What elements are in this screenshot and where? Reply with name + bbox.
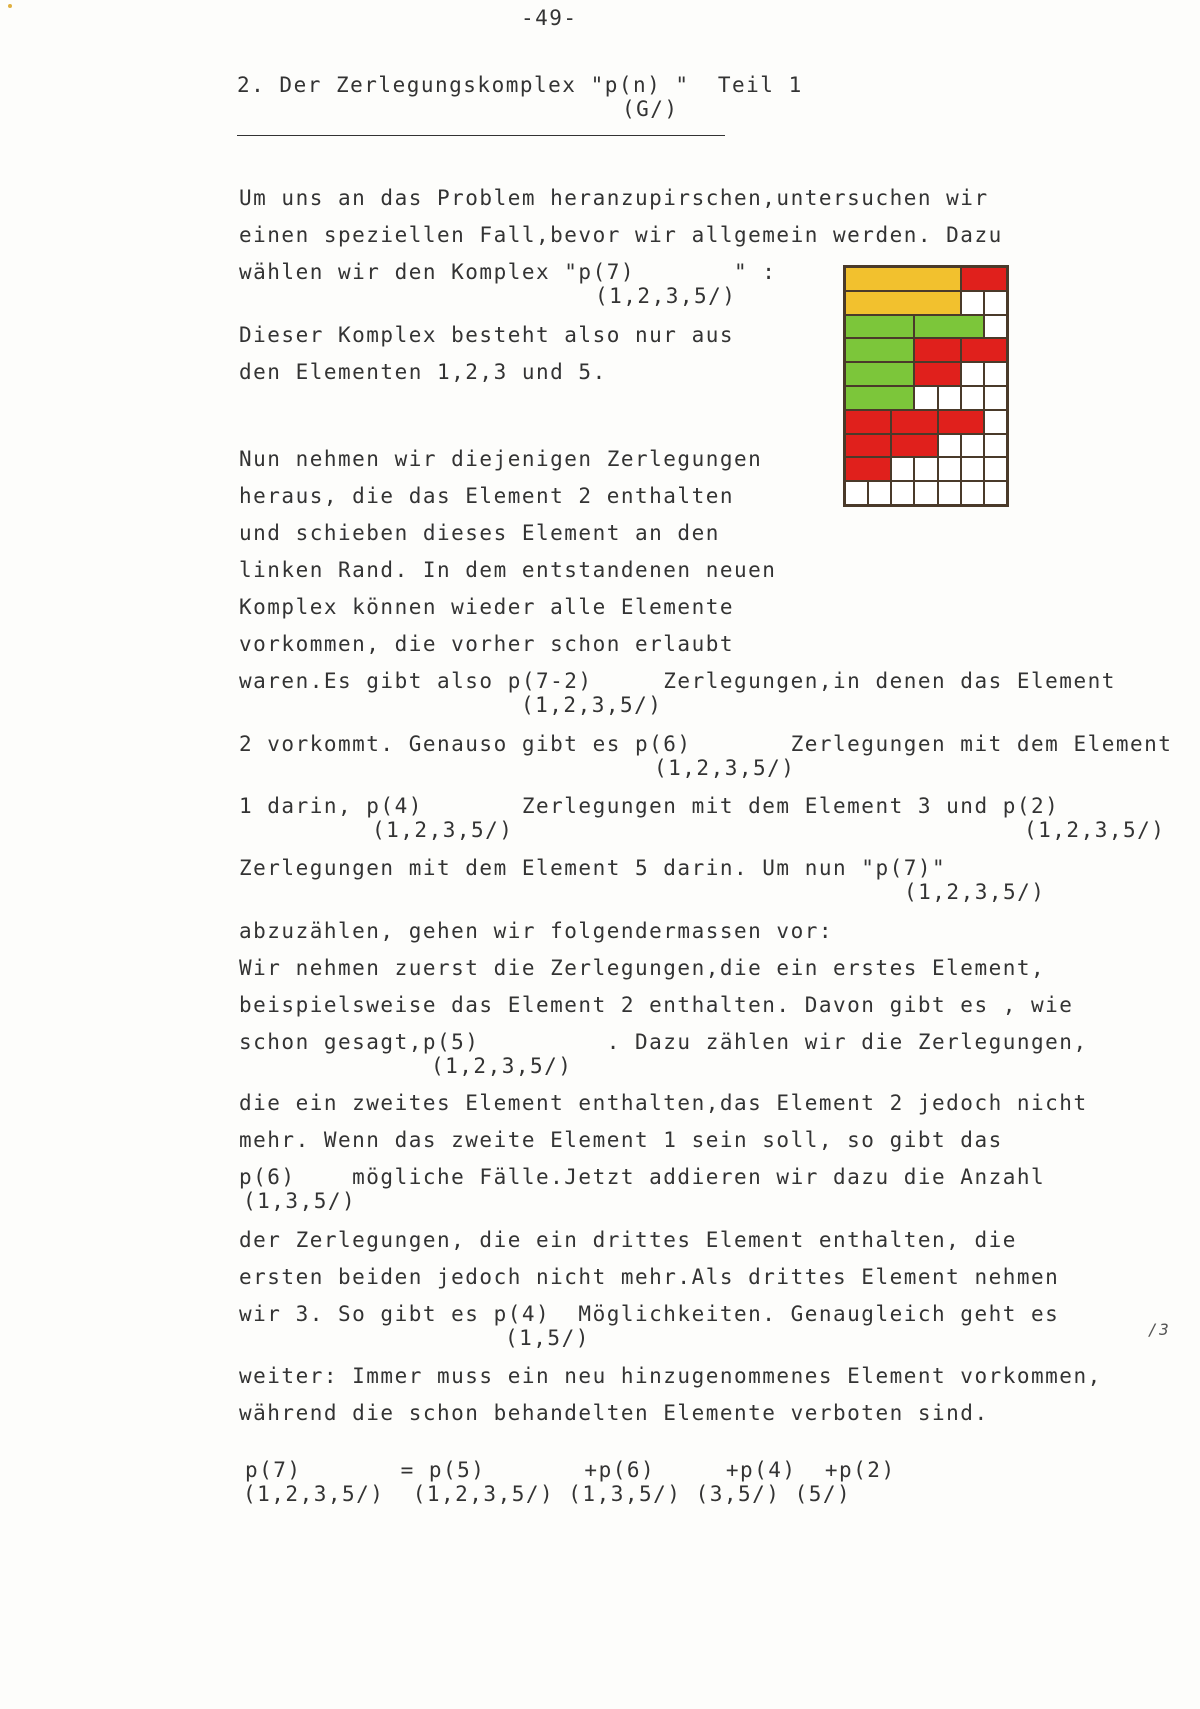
partition-block-white (914, 481, 937, 505)
text-line: den Elementen 1,2,3 und 5. (239, 360, 607, 384)
text-line: mehr. Wenn das zweite Element 1 sein soll, so gibt das (239, 1128, 1003, 1152)
text-line: Nun nehmen wir diejenigen Zerlegungen (239, 447, 763, 471)
partition-block-white (984, 410, 1007, 434)
partition-block-green (845, 362, 914, 386)
text-line: p(6) mögliche Fälle.Jetzt addieren wir dazu die Anzahl (239, 1165, 1046, 1189)
paper-speck (8, 4, 12, 8)
text-line: ersten beiden jedoch nicht mehr.Als drittes Element nehmen (239, 1265, 1060, 1289)
page-number: -49- (521, 6, 578, 30)
margin-note: /3 (1148, 1320, 1171, 1339)
partition-block-green (845, 315, 914, 339)
text-line: schon gesagt,p(5) . Dazu zählen wir die Zerlegungen, (239, 1030, 1088, 1054)
text-subscript: (1,2,3,5/) (1024, 818, 1166, 842)
partition-block-white (984, 362, 1007, 386)
text-line: waren.Es gibt also p(7-2) Zerlegungen,in denen das Element (239, 669, 1116, 693)
partition-block-red (845, 434, 891, 458)
partition-block-white (868, 481, 891, 505)
partition-block-red (845, 410, 891, 434)
partition-block-yellow (845, 291, 961, 315)
text-line: der Zerlegungen, die ein drittes Element enthalten, die (239, 1228, 1017, 1252)
text-subscript: (1,2,3,5/) (904, 880, 1046, 904)
text-line: vorkommen, die vorher schon erlaubt (239, 632, 735, 656)
text-line: 1 darin, p(4) Zerlegungen mit dem Element 3 und p(2) (239, 794, 1060, 818)
text-line: Dieser Komplex besteht also nur aus (239, 323, 735, 347)
partition-block-red (891, 434, 937, 458)
partition-block-green (845, 338, 914, 362)
text-line: linken Rand. In dem entstandenen neuen (239, 558, 777, 582)
partition-block-white (984, 291, 1007, 315)
text-line: wir 3. So gibt es p(4) Möglichkeiten. Genaugleich geht es (239, 1302, 1060, 1326)
text-line: einen speziellen Fall,bevor wir allgemein werden. Dazu (239, 223, 1003, 247)
partition-block-white (914, 457, 937, 481)
text-line: Komplex können wieder alle Elemente (239, 595, 735, 619)
text-line: und schieben dieses Element an den (239, 521, 720, 545)
text-subscript: (1,2,3,5/) (595, 284, 737, 308)
text-line: weiter: Immer muss ein neu hinzugenommenes Element vorkommen, (239, 1364, 1102, 1388)
text-subscript: (1,2,3,5/) (372, 818, 514, 842)
partition-block-red (961, 338, 1007, 362)
partition-block-white (961, 362, 984, 386)
partition-block-white (938, 457, 961, 481)
text-subscript: (1,2,3,5/) (431, 1054, 573, 1078)
text-subscript: (1,2,3,5/) (521, 693, 663, 717)
heading-underline (237, 135, 725, 136)
partition-block-green (914, 315, 983, 339)
partition-block-white (891, 481, 914, 505)
partition-block-white (961, 481, 984, 505)
partition-block-white (845, 481, 868, 505)
text-line: beispielsweise das Element 2 enthalten. Davon gibt es , wie (239, 993, 1074, 1017)
partition-block-white (961, 434, 984, 458)
partition-block-red (845, 457, 891, 481)
partition-block-white (984, 457, 1007, 481)
text-line: während die schon behandelten Elemente verboten sind. (239, 1401, 989, 1425)
partition-block-green (845, 386, 914, 410)
text-line: abzuzählen, gehen wir folgendermassen vor: (239, 919, 834, 943)
partition-block-white (938, 386, 961, 410)
formula-subscript: (1,2,3,5/) (1,2,3,5/) (1,3,5/) (3,5/) (5/) (243, 1482, 852, 1506)
partition-diagram (843, 265, 1009, 507)
partition-block-red (914, 338, 960, 362)
partition-block-yellow (845, 267, 961, 291)
partition-block-white (961, 291, 984, 315)
text-subscript: (1,5/) (505, 1326, 590, 1350)
partition-block-white (984, 315, 1007, 339)
partition-block-white (961, 457, 984, 481)
text-line: Wir nehmen zuerst die Zerlegungen,die ein erstes Element, (239, 956, 1046, 980)
partition-block-white (984, 481, 1007, 505)
text-line: 2 vorkommt. Genauso gibt es p(6) Zerlegungen mit dem Element (239, 732, 1173, 756)
partition-block-red (891, 410, 937, 434)
text-subscript: (1,3,5/) (243, 1189, 357, 1213)
text-subscript: (1,2,3,5/) (654, 756, 796, 780)
text-line: die ein zweites Element enthalten,das Element 2 jedoch nicht (239, 1091, 1088, 1115)
partition-block-white (938, 481, 961, 505)
text-line: wählen wir den Komplex "p(7) " : (239, 260, 777, 284)
partition-block-white (984, 386, 1007, 410)
partition-block-red (938, 410, 984, 434)
text-line: Zerlegungen mit dem Element 5 darin. Um nun "p(7)" (239, 856, 947, 880)
partition-block-red (961, 267, 1007, 291)
partition-block-white (891, 457, 914, 481)
formula-line: p(7) = p(5) +p(6) +p(4) +p(2) (245, 1458, 896, 1482)
partition-block-red (914, 362, 960, 386)
text-line: heraus, die das Element 2 enthalten (239, 484, 735, 508)
partition-block-white (938, 434, 961, 458)
partition-block-white (961, 386, 984, 410)
partition-block-white (984, 434, 1007, 458)
page-title-subscript: (G/) (622, 97, 679, 121)
text-line: Um uns an das Problem heranzupirschen,untersuchen wir (239, 186, 989, 210)
page-title: 2. Der Zerlegungskomplex "p(n) " Teil 1 (237, 73, 803, 97)
partition-block-white (914, 386, 937, 410)
